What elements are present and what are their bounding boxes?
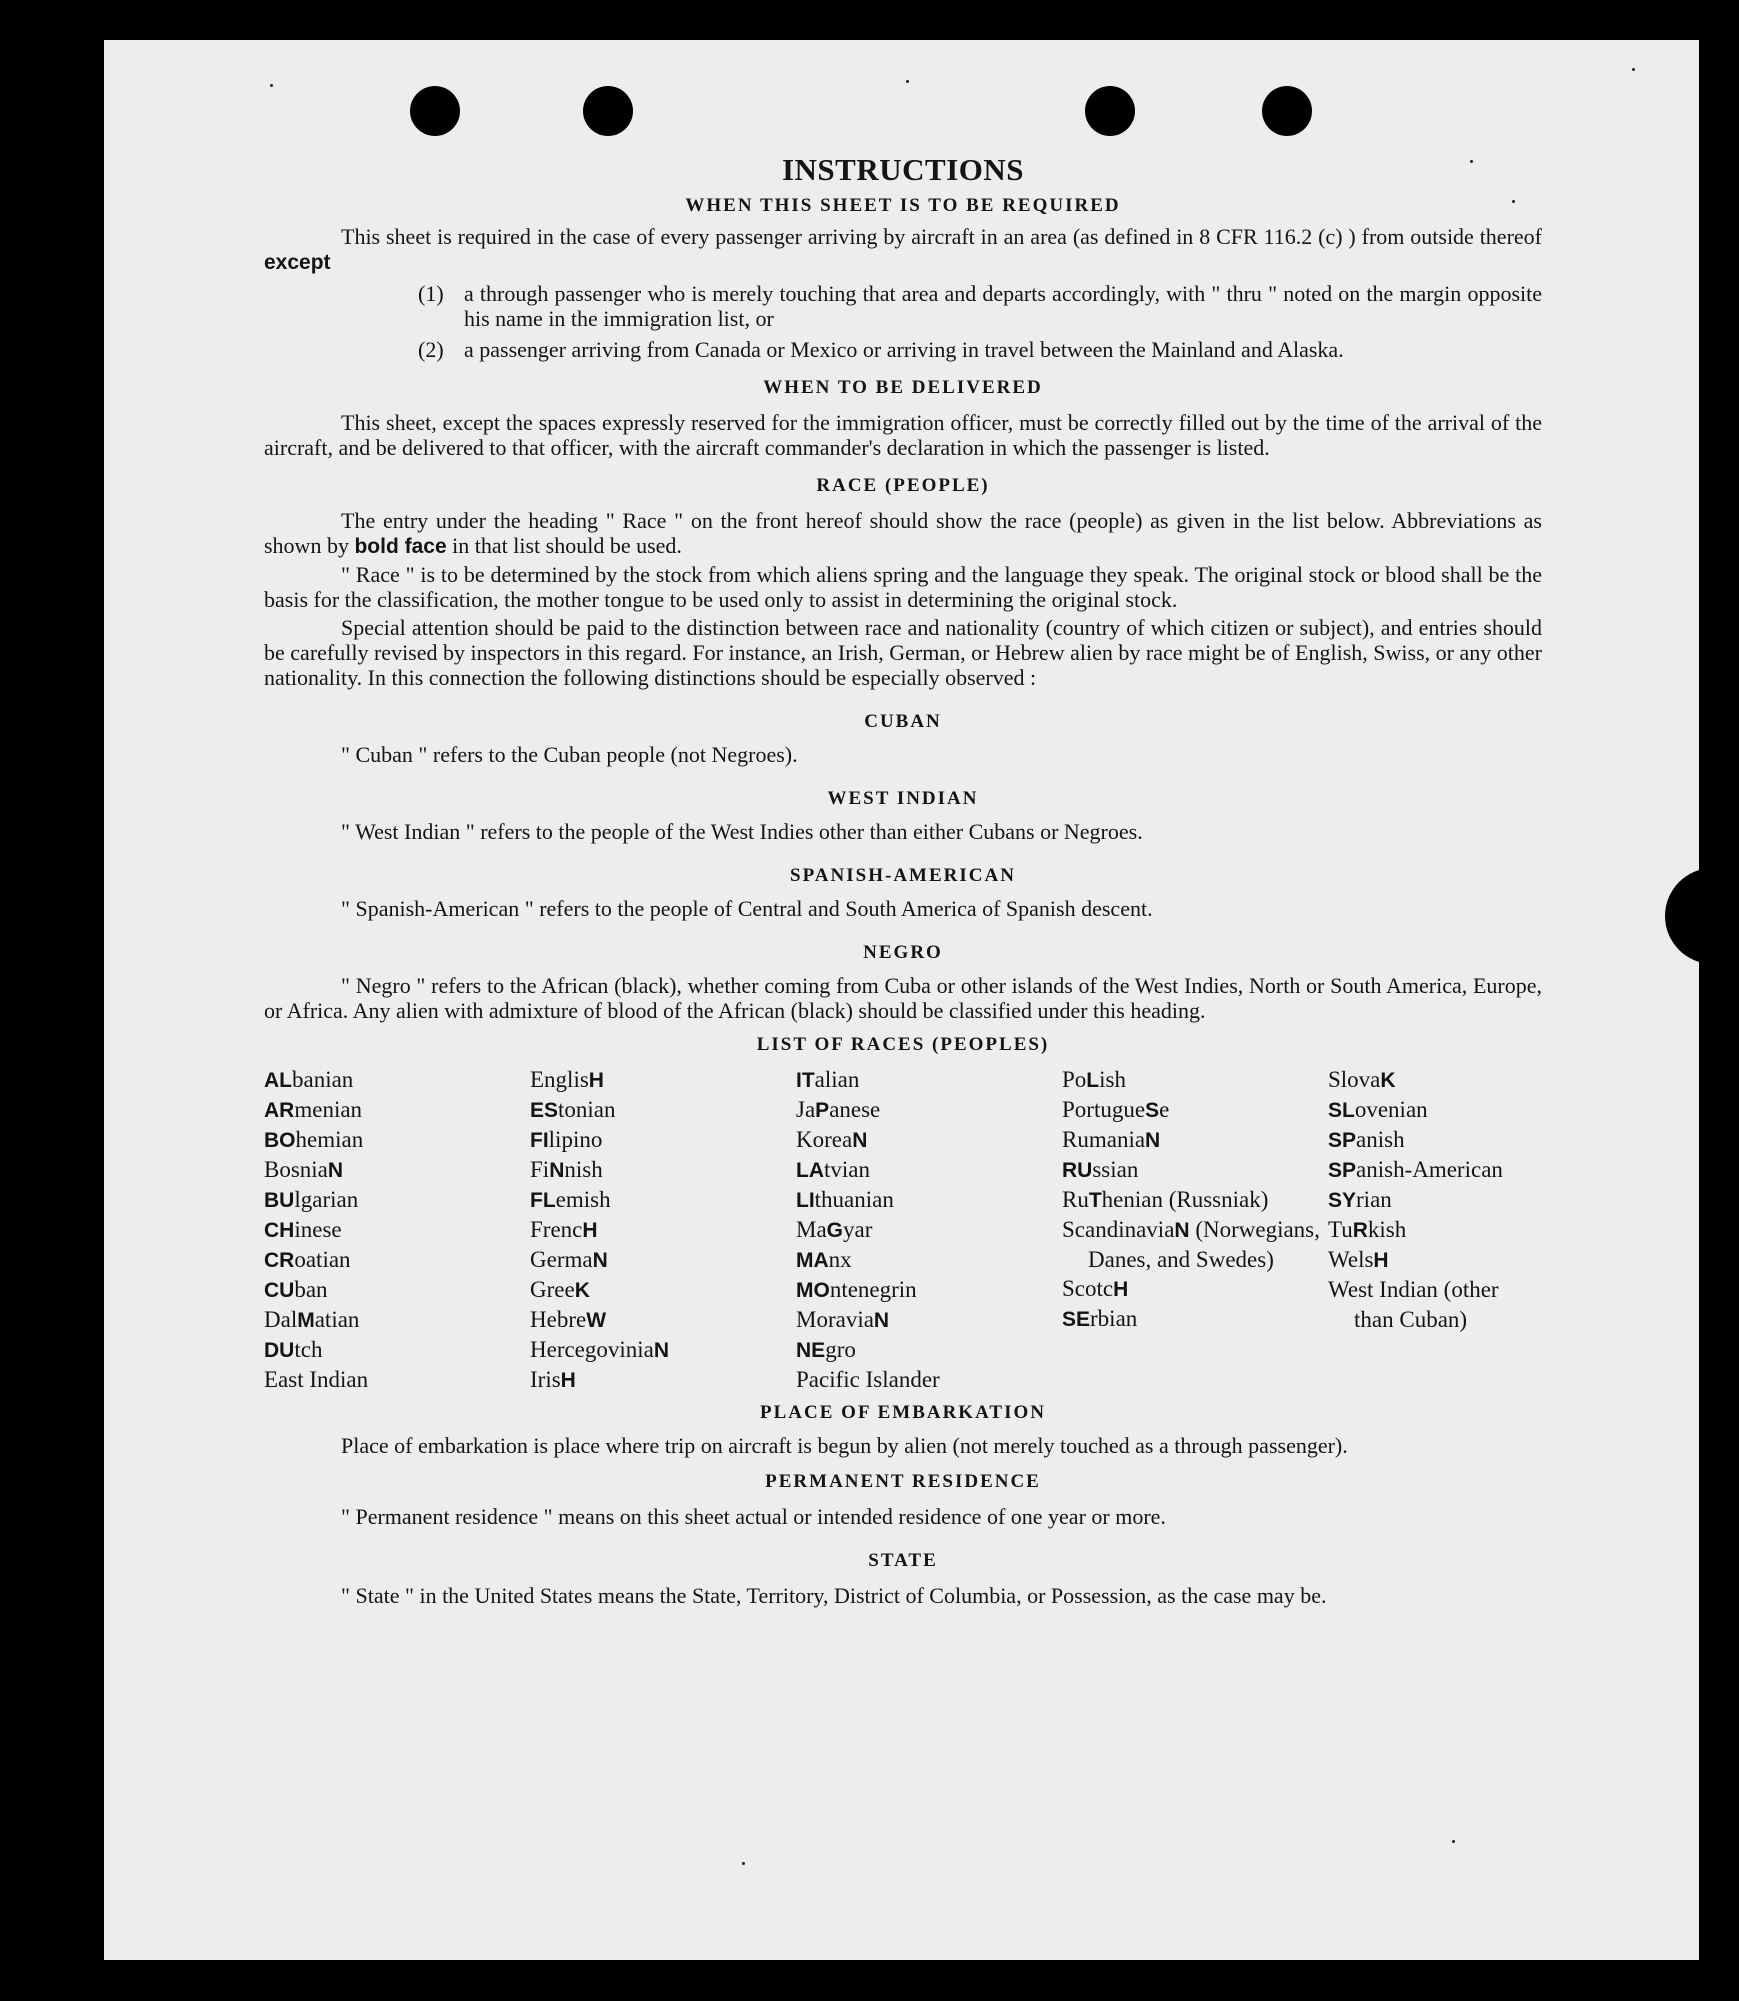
race-column: [530, 1065, 796, 1395]
race-text: henian (Russniak): [1101, 1187, 1269, 1212]
race-text: emish: [555, 1187, 611, 1212]
race-abbrev: M: [297, 1309, 315, 1332]
race-text: gro: [825, 1337, 856, 1362]
race-abbrev: ES: [530, 1099, 559, 1122]
race-entry: [264, 1305, 530, 1335]
race-entry: [1062, 1065, 1328, 1095]
race-abbrev: T: [1088, 1189, 1102, 1212]
race-entry: [796, 1305, 1062, 1335]
race-text: Hercegovinia: [530, 1337, 654, 1362]
paragraph: " Spanish-American " refers to the people of Central and South America of Spanish descent.: [341, 896, 1153, 921]
race-text: nx: [828, 1247, 852, 1272]
race-text: anese: [829, 1097, 881, 1122]
race-entry: [530, 1065, 796, 1095]
paragraph: " Race " is to be determined by the stock from which aliens spring and the language they speak. The original stock or blood shall be the basis for the classification, the mother tongue to be used only to assist in determining the original stock.: [264, 562, 1542, 612]
race-entry: [796, 1155, 1062, 1185]
race-abbrev: H: [1113, 1278, 1129, 1301]
race-entry: [530, 1275, 796, 1305]
paragraph: " State " in the United States means the State, Territory, District of Columbia, or Possession, as the case may be.: [341, 1583, 1327, 1608]
race-entry: [796, 1095, 1062, 1125]
race-entry: [530, 1185, 796, 1215]
dust-speck: [1452, 1840, 1455, 1843]
race-text: Dal: [264, 1307, 298, 1332]
race-abbrev: N: [592, 1249, 608, 1272]
race-text: atian: [314, 1307, 360, 1332]
race-text: Portugue: [1062, 1097, 1146, 1122]
race-abbrev: L: [1086, 1069, 1100, 1092]
bold-text: except: [264, 251, 331, 274]
race-entry: [796, 1125, 1062, 1155]
race-entry: [264, 1365, 530, 1395]
race-text: nish: [564, 1157, 603, 1182]
race-abbrev: W: [586, 1309, 607, 1332]
race-column: [1062, 1065, 1328, 1395]
race-text: Englis: [530, 1067, 589, 1092]
paragraph: Special attention should be paid to the distinction between race and nationality (country of which citizen or subject), and entries should be carefully revised by inspectors in this regard. For instance, an Irish, German, or Hebrew alien by race might be of English, Swiss, or any other nationality. In this connection the following distinctions should be especially observed :: [264, 615, 1542, 690]
race-text: Wels: [1328, 1247, 1374, 1272]
list-item: [264, 337, 1542, 362]
race-abbrev: N: [852, 1129, 868, 1152]
race-text: Scandinavia: [1062, 1217, 1175, 1242]
race-text: Hebre: [530, 1307, 587, 1332]
race-abbrev: H: [560, 1369, 576, 1392]
race-entry: [1328, 1125, 1540, 1155]
race-entry: [530, 1155, 796, 1185]
race-entry: [1062, 1095, 1328, 1125]
race-abbrev: N: [873, 1309, 890, 1332]
race-abbrev: SE: [1062, 1308, 1091, 1331]
race-text: alian: [814, 1067, 860, 1092]
race-text: Iris: [530, 1367, 561, 1392]
punch-hole: [583, 86, 633, 136]
race-text: rian: [1356, 1187, 1392, 1212]
paragraph-text: This sheet is required in the case of every passenger arriving by aircraft in an area (as defined in 8 CFR 116.2 (c) ) from outside thereof: [341, 224, 1542, 249]
race-text: banian: [292, 1067, 354, 1092]
race-entry: [530, 1305, 796, 1335]
race-abbrev: AR: [264, 1099, 295, 1122]
section-heading: STATE: [868, 1550, 938, 1571]
race-abbrev: N: [1145, 1129, 1161, 1152]
race-entry: [1328, 1185, 1540, 1215]
race-entry: [1062, 1274, 1328, 1304]
dust-speck: [742, 1862, 745, 1865]
paragraph: " West Indian " refers to the people of the West Indies other than either Cubans or Negroes.: [341, 819, 1143, 844]
race-entry: [1062, 1125, 1328, 1155]
race-text: ish: [1099, 1067, 1126, 1092]
paragraph: " Permanent residence " means on this sheet actual or intended residence of one year or more.: [341, 1504, 1166, 1529]
race-text: ntenegrin: [829, 1277, 917, 1302]
paragraph: [264, 508, 1542, 559]
race-text: Fi: [530, 1157, 550, 1182]
race-entry: [1328, 1095, 1540, 1125]
race-entry: [1062, 1304, 1328, 1334]
race-text: hemian: [295, 1127, 364, 1152]
paragraph-text: The entry under the heading " Race " on the front hereof should show the race (people) as given in the list below. Abbreviations as shown by: [264, 508, 1542, 558]
paragraph: " Negro " refers to the African (black), whether coming from Cuba or other islands of the West Indies, North or South America, Europe, or Africa. Any alien with admixture of blood of the African (black) should be classified under this heading.: [264, 973, 1542, 1023]
race-abbrev: N: [653, 1339, 670, 1362]
race-text: Scotc: [1062, 1276, 1114, 1301]
race-entry: [530, 1125, 796, 1155]
race-entry: [1062, 1215, 1328, 1274]
section-heading: RACE (PEOPLE): [816, 475, 990, 496]
race-entry: [264, 1245, 530, 1275]
race-text: Rumania: [1062, 1127, 1146, 1152]
race-abbrev: MA: [796, 1249, 829, 1272]
race-text: lgarian: [294, 1187, 359, 1212]
race-entry: [530, 1335, 796, 1365]
race-text: (Norwegians, Danes, and Swedes): [1088, 1217, 1320, 1272]
section-heading: NEGRO: [863, 942, 943, 963]
race-entry: [796, 1245, 1062, 1275]
race-text: thuanian: [814, 1187, 894, 1212]
race-text: Ma: [796, 1217, 827, 1242]
race-abbrev: N: [327, 1159, 344, 1182]
race-entry: [796, 1065, 1062, 1095]
section-heading: PLACE OF EMBARKATION: [760, 1402, 1046, 1423]
race-entry: [530, 1095, 796, 1125]
race-abbrev: CR: [264, 1249, 295, 1272]
item-number: (2): [418, 337, 444, 362]
race-abbrev: H: [1373, 1249, 1389, 1272]
race-text: Tu: [1328, 1217, 1353, 1242]
race-text: rbian: [1090, 1306, 1138, 1331]
race-text: Gree: [530, 1277, 575, 1302]
race-entry: [796, 1215, 1062, 1245]
section-heading: LIST OF RACES (PEOPLES): [756, 1034, 1050, 1055]
paragraph: This sheet, except the spaces expressly reserved for the immigration officer, must be correctly filled out by the time of the arrival of the aircraft, and be delivered to that officer, with the aircraft commander's declaration in which the passenger is listed.: [264, 410, 1542, 460]
race-entry: [264, 1215, 530, 1245]
race-entry: [264, 1155, 530, 1185]
race-entry: [264, 1125, 530, 1155]
race-text: Ja: [796, 1097, 816, 1122]
race-text: tch: [294, 1337, 323, 1362]
race-text: West Indian (other than Cuban): [1328, 1277, 1499, 1332]
race-abbrev: P: [815, 1099, 830, 1122]
race-abbrev: S: [1145, 1099, 1160, 1122]
race-text: tonian: [558, 1097, 616, 1122]
race-abbrev: N: [1174, 1219, 1190, 1242]
race-text: e: [1159, 1097, 1170, 1122]
punch-hole: [410, 86, 460, 136]
race-abbrev: LI: [796, 1189, 815, 1212]
race-abbrev: H: [582, 1219, 598, 1242]
race-abbrev: MO: [796, 1279, 830, 1302]
page-title: INSTRUCTIONS: [781, 152, 1024, 187]
race-text: Slova: [1328, 1067, 1381, 1092]
race-text: Bosnia: [264, 1157, 328, 1182]
race-abbrev: IT: [796, 1069, 815, 1092]
race-abbrev: FL: [530, 1189, 556, 1212]
race-abbrev: SL: [1328, 1099, 1355, 1122]
race-entry: [1328, 1155, 1540, 1185]
race-entry: [796, 1275, 1062, 1305]
race-text: ssian: [1092, 1157, 1139, 1182]
race-entry: [264, 1335, 530, 1365]
section-heading: PERMANENT RESIDENCE: [765, 1471, 1041, 1492]
race-abbrev: AL: [264, 1069, 292, 1092]
punch-hole: [1262, 86, 1312, 136]
race-abbrev: CU: [264, 1279, 295, 1302]
race-abbrev: RU: [1062, 1159, 1093, 1182]
race-text: lipino: [548, 1127, 603, 1152]
race-text: Frenc: [530, 1217, 583, 1242]
bold-text: bold face: [354, 535, 447, 558]
race-column: [264, 1065, 530, 1395]
section-heading: WHEN THIS SHEET IS TO BE REQUIRED: [685, 195, 1121, 216]
race-text: ovenian: [1354, 1097, 1428, 1122]
race-entry: [796, 1365, 1062, 1395]
race-list: [264, 1065, 1542, 1395]
race-text: Germa: [530, 1247, 593, 1272]
race-text: inese: [294, 1217, 342, 1242]
section-heading: CUBAN: [864, 711, 942, 732]
race-entry: [1062, 1185, 1328, 1215]
race-abbrev: BO: [264, 1129, 296, 1152]
race-abbrev: H: [588, 1069, 604, 1092]
dust-speck: [1632, 68, 1635, 71]
race-entry: [1328, 1065, 1540, 1095]
race-entry: [796, 1185, 1062, 1215]
race-entry: [1328, 1275, 1540, 1335]
section-heading: SPANISH-AMERICAN: [790, 865, 1016, 886]
race-text: menian: [294, 1097, 363, 1122]
race-entry: [1328, 1245, 1540, 1275]
section-heading: WEST INDIAN: [827, 788, 979, 809]
paragraph: Place of embarkation is place where trip on aircraft is begun by alien (not merely touched as a through passenger).: [341, 1433, 1348, 1458]
dust-speck: [270, 84, 273, 87]
item-number: (1): [418, 281, 444, 306]
race-abbrev: K: [1380, 1069, 1396, 1092]
list-item: [264, 281, 1542, 331]
race-text: Pacific Islander: [796, 1367, 940, 1392]
race-abbrev: N: [549, 1159, 565, 1182]
race-text: ban: [294, 1277, 328, 1302]
race-abbrev: R: [1352, 1219, 1368, 1242]
race-abbrev: SY: [1328, 1189, 1357, 1212]
race-entry: [264, 1185, 530, 1215]
dust-speck: [906, 80, 909, 83]
race-column: [796, 1065, 1062, 1395]
race-entry: [530, 1215, 796, 1245]
section-heading: WHEN TO BE DELIVERED: [763, 377, 1043, 398]
race-entry: [264, 1095, 530, 1125]
paragraph: [264, 224, 1542, 275]
race-text: Korea: [796, 1127, 853, 1152]
paragraph: " Cuban " refers to the Cuban people (not Negroes).: [341, 742, 798, 767]
race-text: anish-American: [1356, 1157, 1503, 1182]
race-column: [1328, 1065, 1540, 1395]
race-abbrev: G: [826, 1219, 844, 1242]
race-text: Po: [1062, 1067, 1087, 1092]
race-text: oatian: [294, 1247, 351, 1272]
race-text: Ru: [1062, 1187, 1089, 1212]
race-entry: [796, 1335, 1062, 1365]
race-text: Moravia: [796, 1307, 874, 1332]
race-abbrev: K: [574, 1279, 590, 1302]
race-entry: [1328, 1215, 1540, 1245]
race-abbrev: LA: [796, 1159, 824, 1182]
race-abbrev: SP: [1328, 1129, 1357, 1152]
race-entry: [264, 1275, 530, 1305]
item-text: a passenger arriving from Canada or Mexico or arriving in travel between the Mainland and Alaska.: [464, 337, 1344, 362]
race-abbrev: CH: [264, 1219, 295, 1242]
race-text: kish: [1367, 1217, 1407, 1242]
race-text: yar: [843, 1217, 873, 1242]
race-entry: [1062, 1155, 1328, 1185]
race-entry: [530, 1245, 796, 1275]
race-entry: [264, 1065, 530, 1095]
item-text: a through passenger who is merely touching that area and departs accordingly, with " thru " noted on the margin opposite his name in the immigration list, or: [464, 281, 1542, 331]
race-text: tvian: [824, 1157, 870, 1182]
paragraph-text: in that list should be used.: [452, 533, 682, 558]
instructions-text: [264, 150, 1542, 1608]
race-abbrev: FI: [530, 1129, 549, 1152]
race-abbrev: BU: [264, 1189, 295, 1212]
race-entry: [530, 1365, 796, 1395]
race-text: East Indian: [264, 1367, 369, 1392]
punch-hole: [1085, 86, 1135, 136]
race-abbrev: SP: [1328, 1159, 1357, 1182]
race-abbrev: DU: [264, 1339, 295, 1362]
race-text: anish: [1356, 1127, 1405, 1152]
race-abbrev: NE: [796, 1339, 826, 1362]
